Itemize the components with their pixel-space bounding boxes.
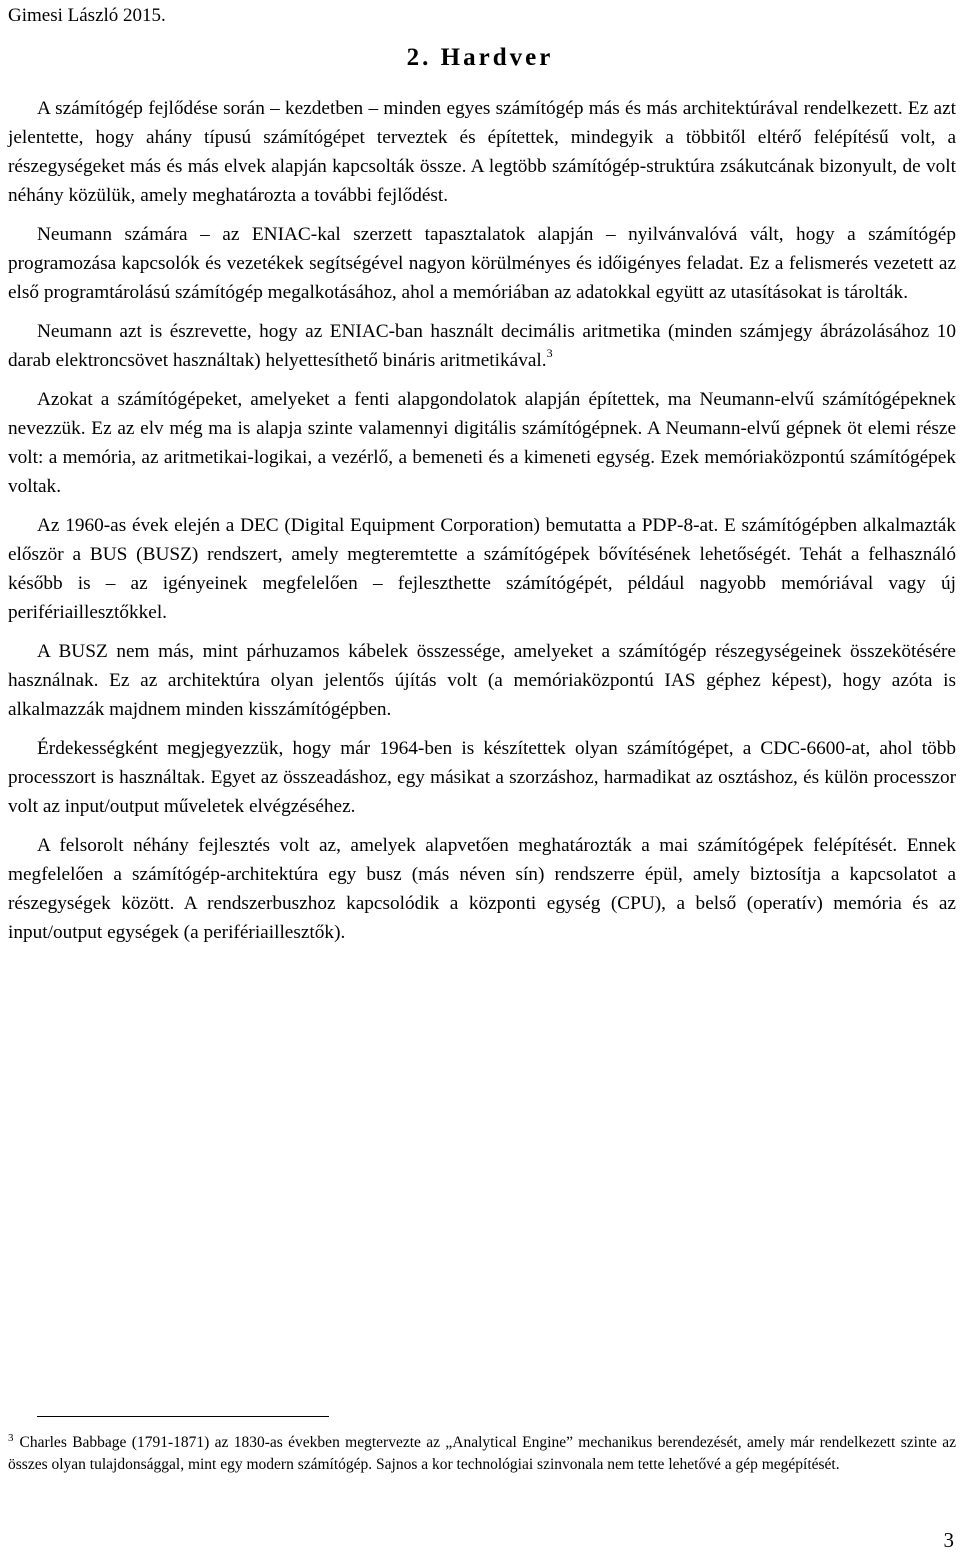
page-number: 3 [943, 1528, 954, 1552]
paragraph-2: Neumann számára – az ENIAC-kal szerzett tapasztalatok alapján – nyilvánvalóvá vált, hogy a számítógép programozása kapcsolók és vezetékek segítségével nagyon körülményes és időigényes feladat. Ez a felismerés vezetett az első programtárolású számítógép megalkotásához, ahol a memóriában az adatokkal együtt az utasításokat is tárolták. [8, 224, 956, 303]
footnote-marker: 3 [8, 1432, 14, 1444]
paragraph-6: A BUSZ nem más, mint párhuzamos kábelek összessége, amelyeket a számítógép részegységeinek összekötésére használnak. Ez az architektúra olyan jelentős újítás volt (a memóriaközpontú IAS géphez képest), hogy azóta is alkalmazzák majdnem minden kisszámítógépben. [8, 641, 956, 720]
paragraph-5: Az 1960-as évek elején a DEC (Digital Equipment Corporation) bemutatta a PDP-8-at. E számítógépben alkalmazták először a BUS (BUSZ) rendszert, amely megteremtette a számítógépek bővítésének lehetőségét. Tehát a felhasználó később is – az igényeinek megfelelően – fejleszthette számítógépét, például nagyobb memóriával vagy új perifériaillesztőkkel. [8, 515, 956, 623]
chapter-title: 2. Hardver [406, 44, 554, 71]
paragraph-7: Érdekességként megjegyezzük, hogy már 1964-ben is készítettek olyan számítógépet, a CDC-6600-at, ahol több processzort is használtak. Egyet az összeadáshoz, egy másikat a szorzáshoz, harmadikat az osztáshoz, és külön processzor volt az input/output műveletek elvégzéséhez. [8, 738, 956, 817]
footnote-reference[interactable]: 3 [546, 346, 553, 360]
paragraph-3-text: Neumann azt is észrevette, hogy az ENIAC-ban használt decimális aritmetika (minden számjegy ábrázolásához 10 darab elektroncsövet használtak) helyettesíthető bináris aritmetikával. [8, 321, 956, 371]
paragraph-8: A felsorolt néhány fejlesztés volt az, amelyek alapvetően meghatározták a mai számítógépek felépítését. Ennek megfelelően a számítógép-architektúra egy busz (más néven sín) rendszerre épül, amely biztosítja a kapcsolatot a részegységek között. A rendszerbuszhoz kapcsolódik a központi egység (CPU), a belső (operatív) memória és az input/output egységek (a perifériaillesztők). [8, 835, 956, 943]
footnote-text: Charles Babbage (1791-1871) az 1830-as években megtervezte az „Analytical Engine” mechanikus berendezését, amely már rendelkezett szinte az összes olyan tulajdonsággal, mint egy modern számítógép. Sajnos a kor technológiai szinvonala nem tette lehetővé a gép megépítését. [8, 1434, 956, 1473]
footnote-divider [37, 1416, 329, 1417]
paragraph-4: Azokat a számítógépeket, amelyeket a fenti alapgondolatok alapján építettek, ma Neumann-elvű számítógépeknek nevezzük. Ez az elv még ma is alapja szinte valamennyi digitális számítógépnek. A Neumann-elvű gépnek öt elemi része volt: a memória, az aritmetikai-logikai, a vezérlő, a bemeneti és a kimeneti egység. Ezek memóriaközpontú számítógépek voltak. [8, 389, 956, 497]
running-header: Gimesi László 2015. [8, 5, 166, 26]
paragraph-1: A számítógép fejlődése során – kezdetben – minden egyes számítógép más és más architektúrával rendelkezett. Ez azt jelentette, hogy ahány típusú számítógépet terveztek és építettek, mindegyik a többitől eltérő felépítésű volt, a részegységeket más és más elvek alapján kapcsolták össze. A legtöbb számítógép-struktúra zsákutcának bizonyult, de volt néhány közülük, amely meghatározta a további fejlődést. [8, 98, 956, 206]
body-text [8, 94, 956, 957]
footnote [8, 1432, 956, 1476]
paragraph-3 [8, 317, 956, 375]
